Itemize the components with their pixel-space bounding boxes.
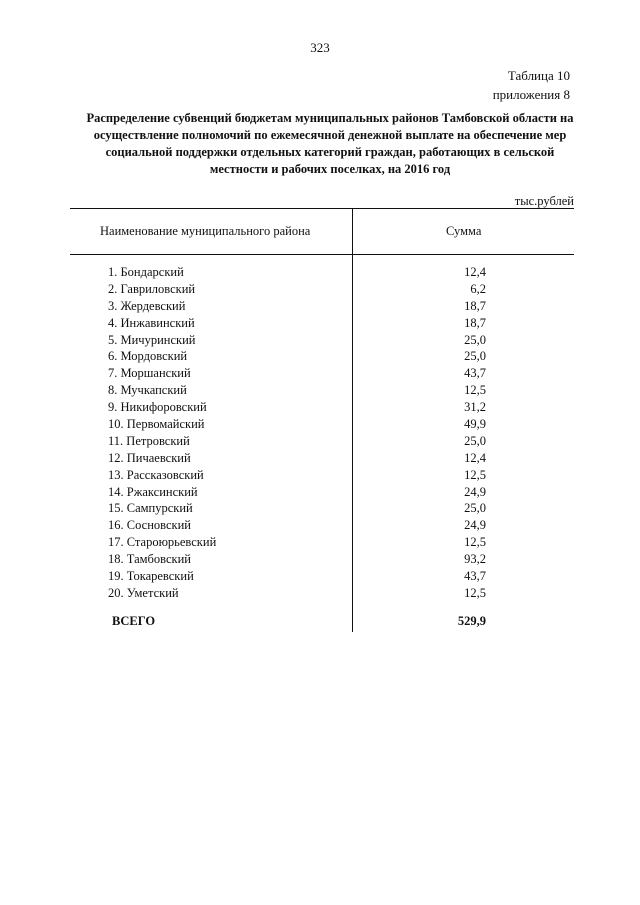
table-row bbox=[70, 264, 574, 281]
total-sum: 529,9 bbox=[457, 614, 486, 628]
district-sum: 93,2 bbox=[464, 552, 486, 567]
table-row bbox=[70, 517, 574, 534]
district-sum: 25,0 bbox=[464, 501, 486, 516]
appendix-reference bbox=[493, 66, 570, 104]
units-label: тыс.рублей bbox=[514, 194, 574, 208]
district-name: 16. Сосновский bbox=[108, 518, 191, 533]
table-body bbox=[70, 264, 574, 602]
district-name: 11. Петровский bbox=[108, 433, 190, 448]
district-name: 17. Староюрьевский bbox=[108, 535, 217, 550]
appendix-annex-label: приложения 8 bbox=[492, 87, 570, 102]
table-row bbox=[70, 484, 574, 501]
district-sum: 12,5 bbox=[464, 535, 486, 550]
district-sum: 43,7 bbox=[464, 569, 486, 584]
district-name: 8. Мучкапский bbox=[108, 383, 187, 398]
table-row bbox=[70, 298, 574, 315]
table-row bbox=[70, 500, 574, 517]
district-name: 18. Тамбовский bbox=[108, 552, 191, 567]
district-name: 10. Первомайский bbox=[108, 417, 205, 432]
district-sum: 25,0 bbox=[464, 332, 486, 347]
table-row bbox=[70, 416, 574, 433]
district-sum: 12,4 bbox=[464, 265, 486, 279]
column-header-district: Наименование муниципального района bbox=[100, 224, 311, 238]
district-sum: 12,4 bbox=[464, 450, 486, 465]
district-name: 2. Гавриловский bbox=[108, 281, 196, 296]
district-name: 1. Бондарский bbox=[108, 265, 184, 279]
document-title: Распределение субвенций бюджетам муниципальных районов Тамбовской области на осуществление полномочий по ежемесячной денежной выплате на обеспечение мер социальной поддержки отдельных категорий граждан, работающих в сельской местности и рабочих поселках, на 2016 год bbox=[86, 111, 574, 176]
table-row bbox=[70, 534, 574, 551]
district-name: 7. Моршанский bbox=[108, 366, 191, 381]
district-sum: 6,2 bbox=[470, 281, 486, 296]
table-total-row bbox=[70, 612, 574, 630]
table-top-rule bbox=[70, 208, 574, 209]
table-row bbox=[70, 433, 574, 450]
district-sum: 12,5 bbox=[464, 383, 486, 398]
table-header-rule bbox=[70, 254, 574, 255]
table-row bbox=[70, 281, 574, 298]
table-row bbox=[70, 399, 574, 416]
total-label: ВСЕГО bbox=[112, 614, 156, 628]
district-name: 6. Мордовский bbox=[108, 349, 188, 364]
district-name: 13. Рассказовский bbox=[108, 467, 204, 482]
table-row bbox=[70, 348, 574, 365]
table-row bbox=[70, 365, 574, 382]
district-name: 5. Мичуринский bbox=[108, 332, 196, 347]
district-sum: 25,0 bbox=[464, 349, 486, 364]
district-sum: 24,9 bbox=[464, 518, 486, 533]
district-name: 9. Никифоровский bbox=[108, 400, 207, 415]
table-row bbox=[70, 315, 574, 332]
table-row bbox=[70, 332, 574, 349]
district-sum: 12,5 bbox=[464, 585, 486, 600]
district-name: 12. Пичаевский bbox=[108, 450, 191, 465]
district-name: 15. Сампурский bbox=[108, 501, 193, 516]
district-name: 14. Ржаксинский bbox=[108, 484, 198, 499]
table-row bbox=[70, 568, 574, 585]
column-header-sum: Сумма bbox=[446, 224, 482, 238]
district-sum: 31,2 bbox=[464, 400, 486, 415]
district-sum: 12,5 bbox=[464, 467, 486, 482]
table-row bbox=[70, 551, 574, 568]
district-name: 3. Жердевский bbox=[108, 298, 186, 313]
budget-table bbox=[70, 208, 574, 632]
table-row bbox=[70, 585, 574, 602]
district-name: 19. Токаревский bbox=[108, 569, 194, 584]
district-sum: 18,7 bbox=[464, 315, 486, 330]
district-sum: 49,9 bbox=[464, 417, 486, 432]
district-name: 4. Инжавинский bbox=[108, 315, 195, 330]
table-row bbox=[70, 467, 574, 484]
page-number: 323 bbox=[310, 40, 330, 55]
table-row bbox=[70, 382, 574, 399]
district-sum: 18,7 bbox=[464, 298, 486, 313]
district-sum: 25,0 bbox=[464, 433, 486, 448]
appendix-table-label: Таблица 10 bbox=[507, 68, 570, 83]
district-name: 20. Уметский bbox=[108, 585, 179, 600]
table-row bbox=[70, 450, 574, 467]
district-sum: 43,7 bbox=[464, 366, 486, 381]
district-sum: 24,9 bbox=[464, 484, 486, 499]
